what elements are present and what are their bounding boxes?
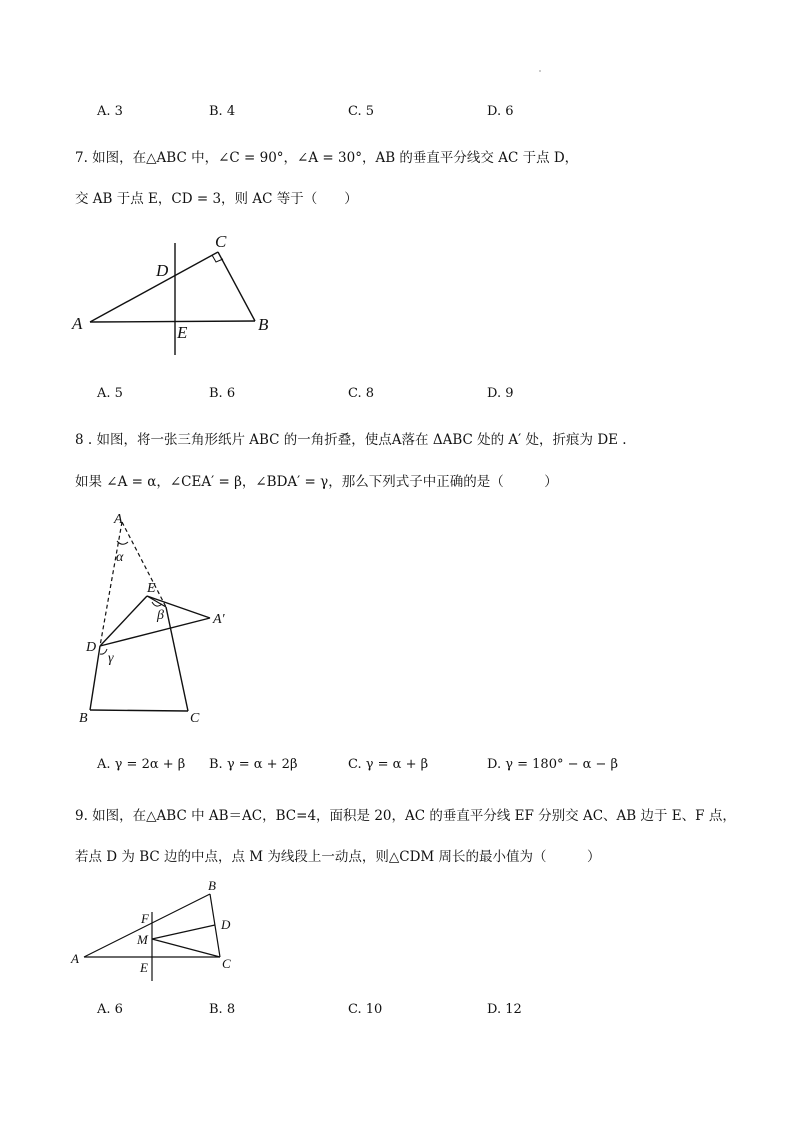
q7-side-ac bbox=[90, 252, 218, 322]
q8-label-a: A bbox=[114, 512, 123, 527]
q8-label-gamma: γ bbox=[108, 651, 114, 666]
q6-option-d[interactable]: D. 6 bbox=[487, 104, 514, 119]
q8-option-c[interactable]: C. γ = α + β bbox=[348, 757, 429, 772]
q7-stem-line2: 交 AB 于点 E，CD = 3，则 AC 等于（ ） bbox=[75, 191, 358, 207]
scan-speck bbox=[539, 70, 541, 72]
q7-side-cb bbox=[218, 252, 255, 321]
q9-option-c[interactable]: C. 10 bbox=[348, 1002, 383, 1017]
q8-label-b: B bbox=[79, 711, 88, 726]
q8-label-alpha: α bbox=[116, 550, 124, 565]
q8-figure bbox=[70, 505, 250, 735]
q9-option-b[interactable]: B. 8 bbox=[209, 1002, 236, 1017]
q8-folded-side-ad bbox=[100, 522, 122, 646]
q7-figure bbox=[60, 225, 300, 365]
q9-label-e: E bbox=[140, 960, 148, 975]
q7-label-d: D bbox=[156, 261, 169, 280]
q8-gamma-arc bbox=[100, 649, 107, 654]
q7-label-a: A bbox=[72, 314, 83, 333]
q9-label-b: B bbox=[208, 878, 216, 893]
q7-option-d[interactable]: D. 9 bbox=[487, 386, 514, 401]
q7-stem-line1: 7. 如图，在△ABC 中，∠C = 90°，∠A = 30°，AB 的垂直平分线交 AC 于点 D， bbox=[75, 150, 579, 166]
q9-segment-md bbox=[152, 925, 215, 939]
q7-option-c[interactable]: C. 8 bbox=[348, 386, 375, 401]
q8-side-bc bbox=[90, 710, 188, 711]
q8-label-d: D bbox=[86, 640, 97, 655]
q8-option-a[interactable]: A. γ = 2α + β bbox=[97, 757, 186, 772]
q9-figure bbox=[60, 875, 260, 985]
q7-option-a[interactable]: A. 5 bbox=[97, 386, 123, 401]
q7-label-c: C bbox=[215, 232, 227, 251]
q8-side-da-prime bbox=[100, 618, 210, 646]
q7-option-b[interactable]: B. 6 bbox=[209, 386, 236, 401]
q9-option-d[interactable]: D. 12 bbox=[487, 1002, 522, 1017]
q8-folded-side-ae bbox=[122, 522, 166, 607]
q6-option-c[interactable]: C. 5 bbox=[348, 104, 375, 119]
q8-label-e: E bbox=[147, 581, 156, 596]
q9-label-a: A bbox=[71, 951, 79, 966]
q8-label-beta: β bbox=[157, 608, 164, 623]
q7-label-b: B bbox=[258, 315, 269, 334]
q8-crease-de bbox=[100, 596, 147, 646]
q8-stem-line2: 如果 ∠A = α，∠CEA′ = β，∠BDA′ = γ，那么下列式子中正确的是（ ） bbox=[75, 474, 558, 490]
q8-option-b[interactable]: B. γ = α + 2β bbox=[209, 757, 298, 772]
q8-label-a-prime: A′ bbox=[213, 612, 225, 627]
q8-side-db bbox=[90, 646, 100, 710]
q7-label-e: E bbox=[177, 323, 188, 342]
q9-segment-mc bbox=[152, 939, 220, 957]
q9-stem-line1: 9. 如图，在△ABC 中 AB＝AC，BC=4，面积是 20，AC 的垂直平分线 EF 分别交 AC、AB 边于 E、F 点， bbox=[75, 808, 736, 824]
q6-option-a[interactable]: A. 3 bbox=[97, 104, 123, 119]
q9-label-d: D bbox=[221, 917, 231, 932]
q9-stem-line2: 若点 D 为 BC 边的中点，点 M 为线段上一动点，则△CDM 周长的最小值为（ ） bbox=[75, 849, 601, 865]
q8-side-ce bbox=[166, 607, 188, 711]
q8-option-d[interactable]: D. γ = 180° − α − β bbox=[487, 757, 619, 772]
q9-label-f: F bbox=[141, 911, 149, 926]
q9-option-a[interactable]: A. 6 bbox=[97, 1002, 123, 1017]
q8-stem-line1: 8 . 如图，将一张三角形纸片 ABC 的一角折叠，使点A落在 ΔABC 处的 A′ 处，折痕为 DE . bbox=[75, 432, 627, 448]
q7-side-ab bbox=[90, 321, 255, 322]
q8-label-c: C bbox=[190, 711, 200, 726]
q6-option-b[interactable]: B. 4 bbox=[209, 104, 236, 119]
q9-label-m: M bbox=[137, 932, 148, 947]
q9-label-c: C bbox=[222, 956, 231, 971]
